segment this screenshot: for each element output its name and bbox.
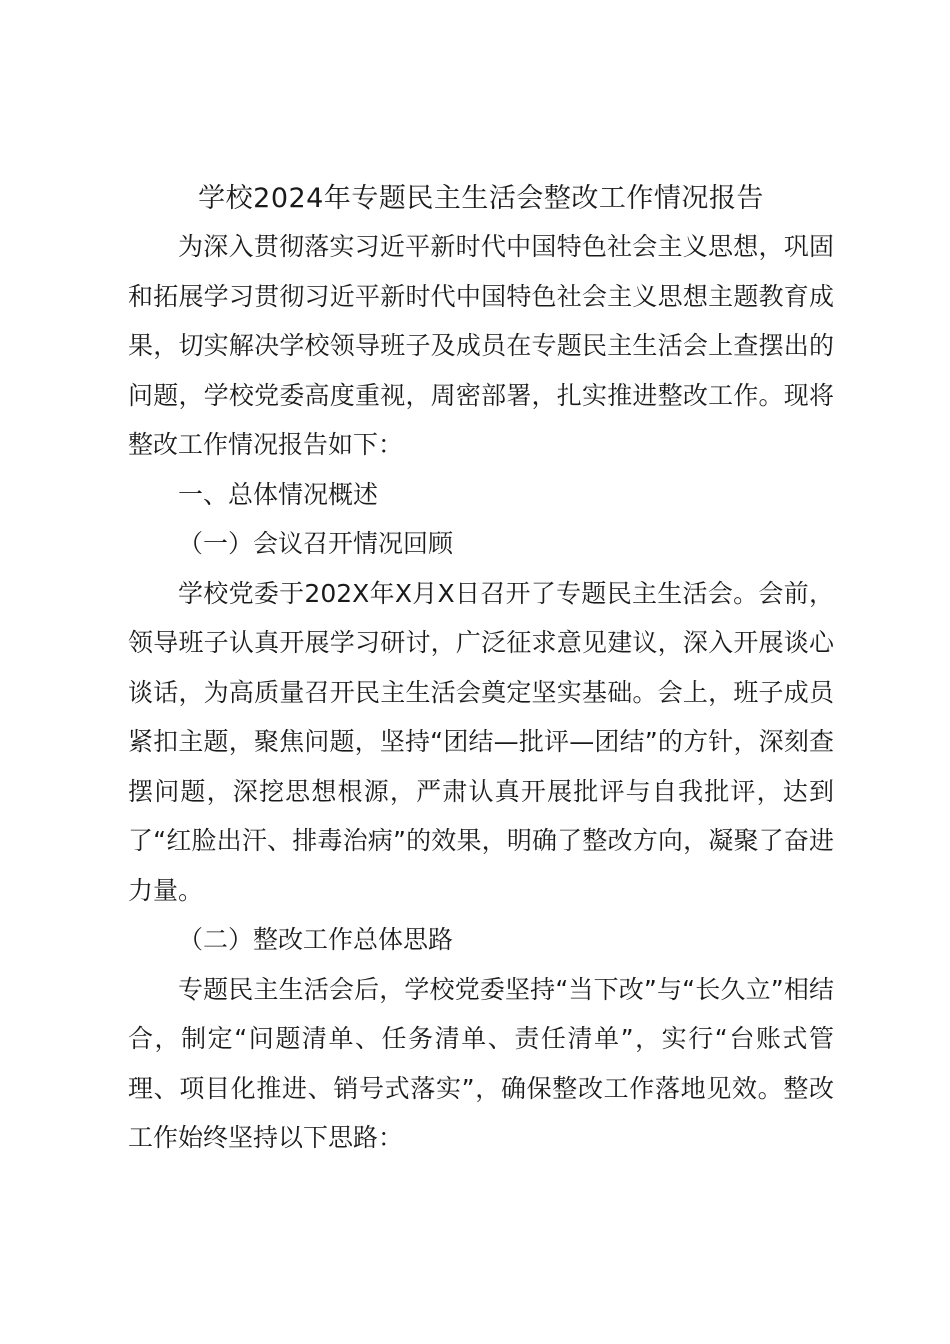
rectification-approach-paragraph: 专题民主生活会后，学校党委坚持“当下改”与“长久立”相结合，制定“问题清单、任务清单、责任清单”，实行“台账式管理、项目化推进、销号式落实”，确保整改工作落地见效。整改工作始终坚持以下思路：	[128, 974, 834, 1152]
subsection-heading-rectification-approach: （二）整改工作总体思路	[178, 925, 454, 954]
intro-paragraph: 为深入贯彻落实习近平新时代中国特色社会主义思想，巩固和拓展学习贯彻习近平新时代中国特色社会主义思想主题教育成果，切实解决学校领导班子及成员在专题民主生活会上查摆出的问题，学校党委高度重视，周密部署，扎实推进整改工作。现将整改工作情况报告如下：	[128, 232, 834, 459]
document-title: 学校2024年专题民主生活会整改工作情况报告	[198, 183, 764, 214]
meeting-review-paragraph: 学校党委于202X年X月X日召开了专题民主生活会。会前，领导班子认真开展学习研讨，广泛征求意见建议，深入开展谈心谈话，为高质量召开民主生活会奠定坚实基础。会上，班子成员紧扣主题，聚焦问题，坚持“团结—批评—团结”的方针，深刻查摆问题，深挖思想根源，严肃认真开展批评与自我批评，达到了“红脸出汗、排毒治病”的效果，明确了整改方向，凝聚了奋进力量。	[128, 578, 834, 905]
document-body	[128, 176, 834, 1163]
section-heading-overview: 一、总体情况概述	[178, 479, 379, 509]
subsection-heading-meeting-review: （一）会议召开情况回顾	[178, 529, 454, 558]
